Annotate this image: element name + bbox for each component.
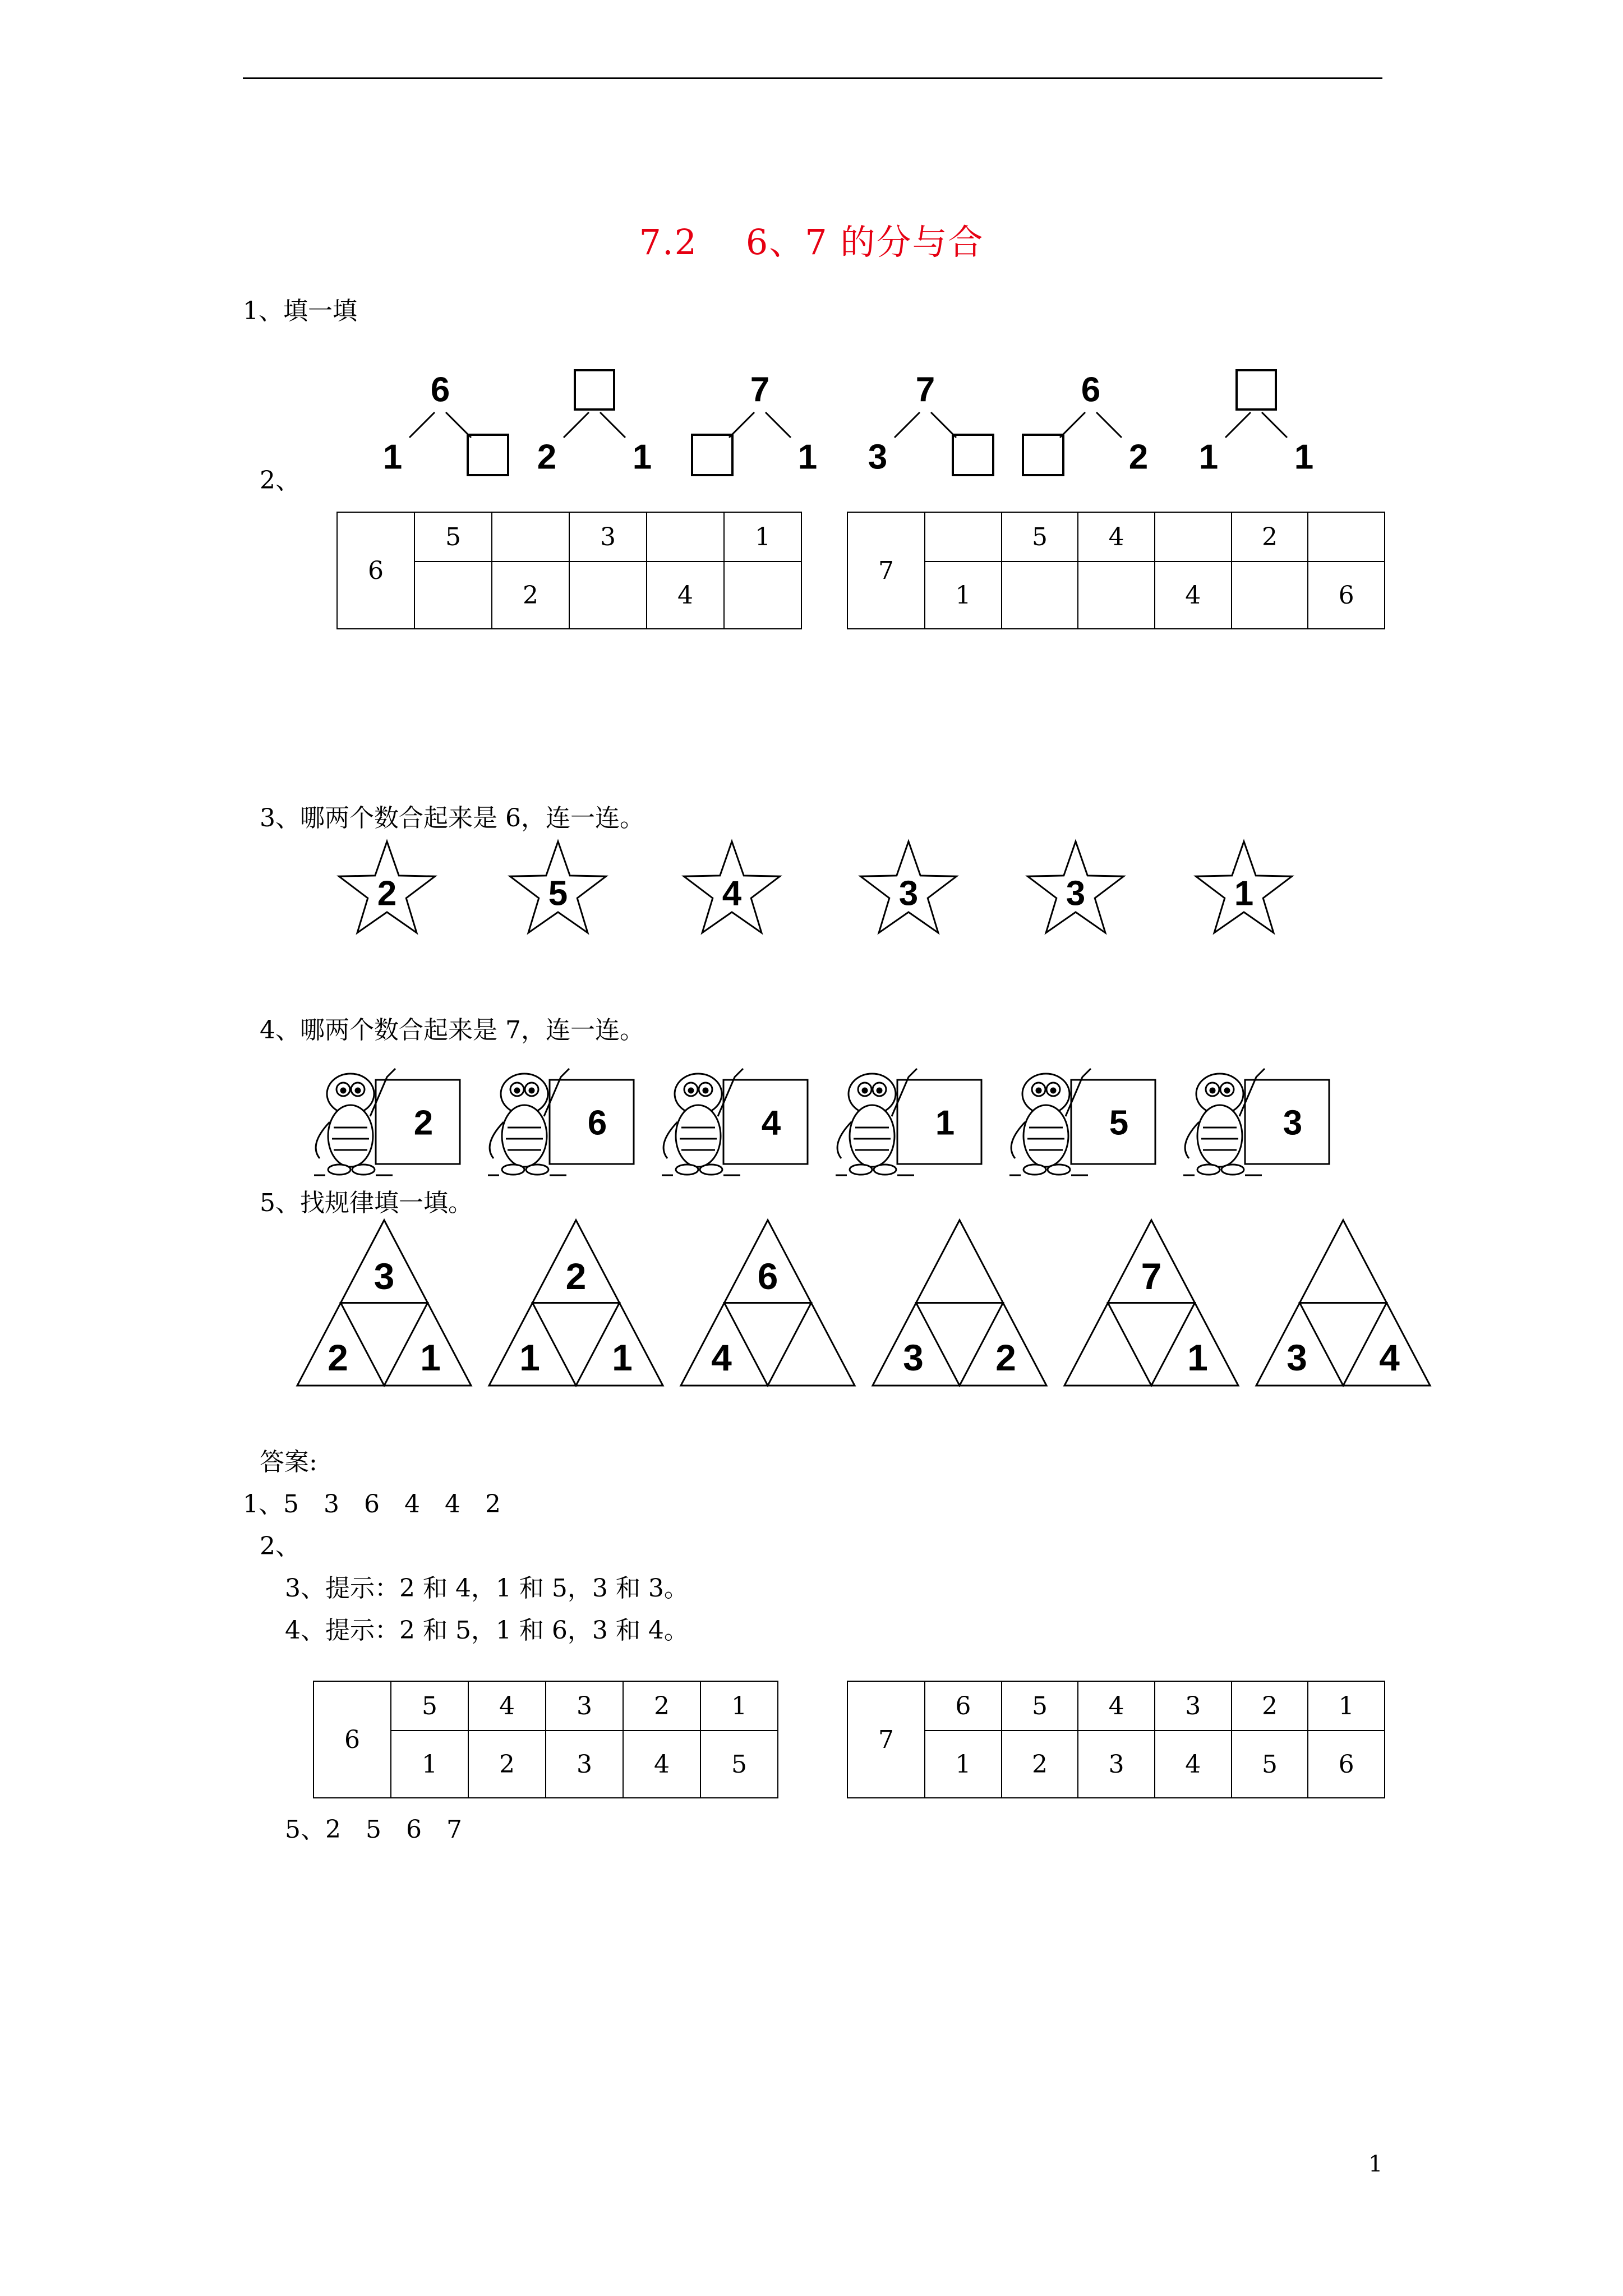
branch-line [409, 412, 435, 438]
table-cell[interactable]: 1 [724, 512, 801, 562]
table-cell[interactable]: 2 [1232, 512, 1308, 562]
cat-card[interactable] [488, 1069, 634, 1175]
table-cell: 1 [1308, 1681, 1385, 1731]
table-cell: 1 [700, 1681, 778, 1731]
tree-left-number: 2 [537, 438, 557, 477]
number-triangle [1064, 1220, 1238, 1386]
number-triangle [297, 1220, 471, 1386]
question-1-label: 1、填一填 [243, 297, 357, 325]
star[interactable] [510, 841, 606, 933]
card-number: 2 [413, 1103, 434, 1143]
table-head: 7 [847, 1681, 925, 1798]
table-cell: 4 [1155, 1731, 1232, 1798]
tree-top-number: 6 [1081, 370, 1101, 409]
table-cell[interactable] [569, 562, 647, 629]
question-2-label: 2、 [260, 466, 300, 495]
table-cell[interactable]: 4 [647, 562, 724, 629]
triangle-top-number: 2 [565, 1255, 587, 1297]
table-cell[interactable] [1308, 512, 1385, 562]
branch-line [600, 412, 625, 438]
number-triangle [1256, 1220, 1430, 1386]
branch-line [1225, 412, 1251, 438]
number-tree [537, 370, 652, 477]
blank-box[interactable] [575, 370, 614, 409]
tree-top-number: 7 [750, 370, 770, 409]
table-cell: 4 [468, 1681, 546, 1731]
table-cell: 6 [925, 1681, 1002, 1731]
branch-line [1262, 412, 1287, 438]
star-number: 3 [898, 874, 919, 913]
table-cell: 5 [391, 1681, 468, 1731]
tree-right-number: 1 [797, 438, 818, 477]
answer-3: 3、提示：2 和 4，1 和 5，3 和 3。 [285, 1574, 689, 1603]
table-cell: 2 [1232, 1681, 1308, 1731]
blank-box[interactable] [953, 435, 993, 475]
answer-table-6 [313, 1681, 778, 1798]
answer-2: 2、 [260, 1532, 300, 1561]
table-cell: 4 [1078, 1681, 1155, 1731]
table-head: 6 [337, 512, 414, 629]
triangle-right-number: 1 [1187, 1337, 1208, 1378]
tree-right-number: 1 [1294, 438, 1314, 477]
question-4-label: 4、哪两个数合起来是 7，连一连。 [260, 1016, 644, 1045]
table-cell[interactable] [414, 562, 492, 629]
answer-4: 4、提示：2 和 5，1 和 6，3 和 4。 [285, 1616, 689, 1645]
table-cell[interactable]: 4 [1155, 562, 1232, 629]
q3-stars [325, 836, 1335, 948]
triangle-left-number: 2 [328, 1337, 348, 1378]
number-triangle [489, 1220, 663, 1386]
table-cell: 5 [700, 1731, 778, 1798]
q5-triangles [280, 1217, 1458, 1391]
card-number: 1 [935, 1103, 955, 1143]
cat-card[interactable] [662, 1069, 808, 1175]
question-5-label: 5、找规律填一填。 [260, 1189, 473, 1217]
blank-box[interactable] [692, 435, 732, 475]
triangle-top-number: 6 [757, 1255, 778, 1297]
blank-box[interactable] [468, 435, 508, 475]
table-cell[interactable] [1078, 562, 1155, 629]
table-cell[interactable] [1232, 562, 1308, 629]
page-number: 1 [1368, 2151, 1383, 2177]
triangle-left-number: 3 [1287, 1337, 1307, 1378]
triangle-top-number: 3 [374, 1255, 395, 1297]
star-number: 1 [1234, 874, 1254, 913]
answer-1: 1、5 3 6 4 4 2 [243, 1490, 501, 1519]
star-number: 4 [722, 874, 742, 913]
q2-table-7 [847, 512, 1385, 629]
table-cell[interactable] [492, 512, 569, 562]
table-cell[interactable]: 2 [492, 562, 569, 629]
tree-left-number: 1 [1198, 438, 1219, 477]
blank-box[interactable] [1237, 370, 1276, 409]
table-cell: 5 [1002, 1681, 1078, 1731]
table-head: 7 [847, 512, 925, 629]
tree-right-number: 2 [1128, 438, 1149, 477]
table-cell: 2 [623, 1681, 700, 1731]
branch-line [895, 412, 920, 438]
table-cell: 3 [546, 1681, 623, 1731]
answer-5: 5、2 5 6 7 [285, 1815, 462, 1844]
triangle-left-number: 4 [711, 1337, 732, 1378]
table-cell: 2 [468, 1731, 546, 1798]
triangle-left-number: 1 [519, 1337, 540, 1378]
tree-top-number: 7 [915, 370, 935, 409]
cat-card[interactable] [1183, 1069, 1329, 1175]
table-cell[interactable] [647, 512, 724, 562]
table-cell[interactable] [925, 512, 1002, 562]
number-tree [383, 371, 508, 477]
star-number: 5 [548, 874, 568, 913]
triangle-left-number: 3 [903, 1337, 924, 1378]
triangle-right-number: 4 [1379, 1337, 1400, 1378]
tree-top-number: 6 [430, 370, 450, 409]
card-number: 6 [587, 1103, 607, 1143]
table-cell[interactable]: 6 [1308, 562, 1385, 629]
number-tree [868, 371, 993, 477]
star[interactable] [860, 841, 956, 933]
page-title: 7.2 6、7 的分与合 [639, 222, 984, 263]
header-rule [243, 77, 1382, 79]
number-tree [1023, 371, 1148, 477]
table-cell[interactable]: 5 [414, 512, 492, 562]
tree-left-number: 3 [868, 438, 888, 477]
cat-card[interactable] [314, 1069, 460, 1175]
q4-cat-cards [303, 1055, 1368, 1195]
number-triangle [873, 1220, 1046, 1386]
cat-card[interactable] [1009, 1069, 1155, 1175]
table-cell: 2 [1002, 1731, 1078, 1798]
branch-line [1096, 412, 1122, 438]
branch-line [564, 412, 589, 438]
triangle-right-number: 1 [420, 1337, 441, 1378]
card-number: 5 [1109, 1103, 1129, 1143]
cat-card[interactable] [836, 1069, 981, 1175]
card-number: 3 [1283, 1103, 1303, 1143]
table-cell: 5 [1232, 1731, 1308, 1798]
card-number: 4 [761, 1103, 781, 1143]
table-cell: 3 [1155, 1681, 1232, 1731]
answers-heading: 答案: [260, 1448, 317, 1476]
number-tree [1199, 370, 1313, 477]
answer-table-7 [847, 1681, 1385, 1798]
triangle-right-number: 1 [612, 1337, 633, 1378]
number-tree [692, 371, 817, 477]
table-cell[interactable]: 5 [1002, 512, 1078, 562]
q2-table-6 [336, 512, 802, 629]
q1-number-trees [359, 359, 1368, 499]
star-number: 3 [1066, 874, 1086, 913]
table-cell[interactable]: 3 [569, 512, 647, 562]
table-cell: 3 [1078, 1731, 1155, 1798]
tree-left-number: 1 [382, 438, 403, 477]
table-cell: 6 [1308, 1731, 1385, 1798]
table-cell: 3 [546, 1731, 623, 1798]
table-cell[interactable]: 4 [1078, 512, 1155, 562]
table-cell[interactable] [1155, 512, 1232, 562]
table-cell: 1 [391, 1731, 468, 1798]
table-cell[interactable] [1002, 562, 1078, 629]
star[interactable] [1027, 841, 1123, 933]
table-cell: 1 [925, 1731, 1002, 1798]
number-triangle [681, 1220, 855, 1386]
branch-line [766, 412, 791, 438]
table-cell[interactable] [724, 562, 801, 629]
blank-box[interactable] [1023, 435, 1063, 475]
triangle-top-number: 7 [1141, 1255, 1162, 1297]
star[interactable] [339, 841, 435, 933]
triangle-right-number: 2 [995, 1337, 1016, 1378]
table-head: 6 [313, 1681, 391, 1798]
question-3-label: 3、哪两个数合起来是 6，连一连。 [260, 804, 644, 832]
tree-right-number: 1 [632, 438, 652, 477]
star[interactable] [684, 841, 780, 933]
table-cell: 4 [623, 1731, 700, 1798]
table-cell[interactable]: 1 [925, 562, 1002, 629]
star-number: 2 [377, 874, 397, 913]
star[interactable] [1196, 841, 1292, 933]
